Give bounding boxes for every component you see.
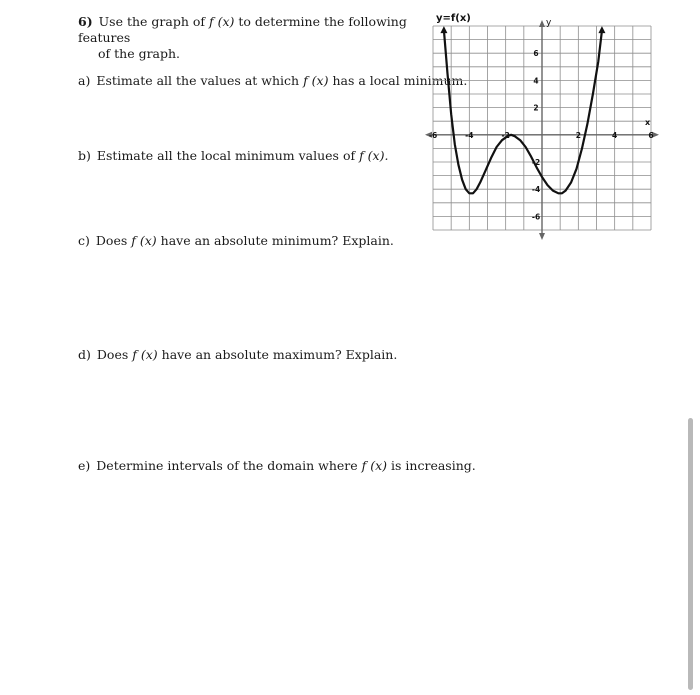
x-tick-label: -6 [428, 130, 438, 140]
y-axis-label: y [546, 18, 552, 28]
x-tick-label: -2 [501, 130, 510, 140]
y-tick-label: 4 [533, 76, 539, 86]
part-e-before: Determine intervals of the domain where [96, 458, 358, 473]
curve [440, 26, 605, 193]
question-function: f (x) [208, 14, 235, 29]
question-number: 6) [78, 14, 93, 29]
part-c-function: f (x) [131, 233, 157, 248]
part-d [78, 347, 397, 363]
y-tick-label: -2 [531, 158, 541, 167]
question-text-after: to determine the following features [78, 14, 407, 45]
part-a-label: a) [78, 73, 91, 88]
vertical-scrollbar[interactable] [688, 418, 693, 690]
part-b [78, 148, 388, 164]
y-tick-label: 6 [533, 49, 539, 59]
x-tick-label: 2 [575, 130, 581, 140]
part-d-function: f (x) [132, 347, 158, 362]
graph-svg [425, 8, 665, 258]
y-axis-arrow-down [539, 233, 545, 240]
x-tick-label: 6 [648, 130, 654, 140]
part-e [78, 458, 476, 474]
question-continuation: of the graph. [98, 46, 181, 61]
part-d-after: have an absolute maximum? Explain. [161, 347, 398, 362]
part-c-before: Does [95, 233, 128, 248]
y-tick-label: 2 [533, 103, 539, 113]
y-tick-label: -6 [531, 212, 541, 222]
question-6 [78, 14, 423, 62]
curve-arrow-right [598, 26, 605, 33]
part-d-label: d) [78, 347, 91, 362]
part-c-after: have an absolute minimum? Explain. [160, 233, 394, 248]
part-e-label: e) [78, 458, 91, 473]
x-axis-label: x [645, 118, 651, 127]
x-tick-label: 4 [612, 130, 618, 140]
part-e-after: is increasing. [391, 458, 476, 473]
part-c-label: c) [78, 233, 90, 248]
part-e-function: f (x) [361, 458, 388, 473]
part-a-function: f (x) [303, 73, 329, 88]
y-axis-arrow-up [539, 20, 545, 27]
graph-title: y=f(x) [436, 13, 471, 24]
part-a-before: Estimate all the values at which [96, 73, 300, 88]
part-a-after: has a local minimum. [332, 73, 468, 88]
part-d-before: Does [96, 347, 129, 362]
curve-arrow-left [440, 26, 447, 33]
y-tick-label: -4 [531, 185, 541, 195]
x-tick-label: -4 [465, 130, 474, 140]
part-b-function: f (x). [359, 148, 389, 163]
part-c [78, 233, 394, 249]
part-b-before: Estimate all the local minimum values of [96, 148, 356, 163]
part-b-label: b) [78, 148, 91, 163]
part-a [78, 73, 467, 89]
function-graph [425, 8, 665, 258]
question-text-before: Use the graph of [98, 14, 205, 29]
